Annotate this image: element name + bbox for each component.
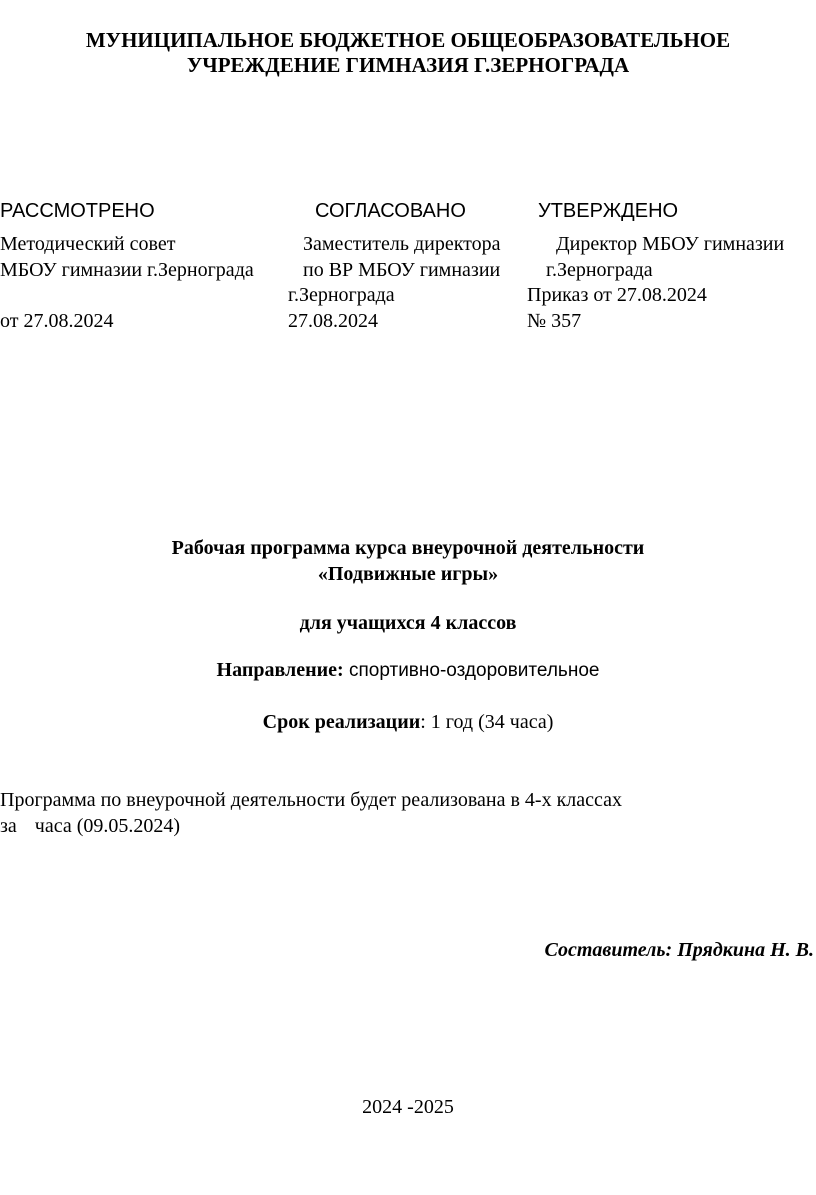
- term-label: Срок реализации: [262, 711, 421, 733]
- school-name-line1: МУНИЦИПАЛЬНОЕ БЮДЖЕТНОЕ ОБЩЕОБРАЗОВАТЕЛЬНОЕ: [85, 28, 731, 52]
- approved-line2: г.Зернограда: [546, 259, 653, 281]
- approved-line1: Директор МБОУ гимназии: [556, 233, 785, 255]
- author: Составитель: Прядкина Н. В.: [544, 939, 814, 961]
- considered-line2: МБОУ гимназии г.Зернограда: [0, 259, 254, 281]
- program-title-line2: «Подвижные игры»: [317, 563, 499, 585]
- program-term: [0, 712, 816, 732]
- approved-order: Приказ от 27.08.2024: [527, 284, 707, 306]
- approved-title: УТВЕРЖДЕНО: [538, 200, 679, 222]
- term-value: : 1 год (34 часа): [420, 711, 554, 733]
- direction-label: Направление:: [216, 659, 344, 681]
- note-line2: [0, 816, 180, 836]
- note-line1: Программа по внеурочной деятельности будет реализована в 4-х классах: [0, 789, 623, 811]
- program-title-line1: Рабочая программа курса внеурочной деятельности: [171, 537, 645, 559]
- school-name-line2: УЧРЕЖДЕНИЕ ГИМНАЗИЯ Г.ЗЕРНОГРАДА: [186, 53, 630, 77]
- agreed-date: 27.08.2024: [288, 310, 378, 332]
- agreed-line3: г.Зернограда: [288, 284, 395, 306]
- note-line2-b: часа (09.05.2024): [34, 815, 181, 837]
- direction-value: спортивно-оздоровительное: [343, 660, 600, 681]
- approved-number: № 357: [527, 310, 582, 332]
- agreed-line2: по ВР МБОУ гимназии: [303, 259, 501, 281]
- program-audience: для учащихся 4 классов: [299, 612, 517, 634]
- considered-line1: Методический совет: [0, 233, 176, 255]
- considered-date: от 27.08.2024: [0, 310, 114, 332]
- considered-title: РАССМОТРЕНО: [0, 200, 155, 222]
- academic-years: 2024 -2025: [362, 1096, 454, 1118]
- agreed-line1: Заместитель директора: [303, 233, 501, 255]
- program-direction: [0, 660, 816, 680]
- agreed-title: СОГЛАСОВАНО: [315, 200, 466, 222]
- note-line2-a: за: [0, 815, 17, 837]
